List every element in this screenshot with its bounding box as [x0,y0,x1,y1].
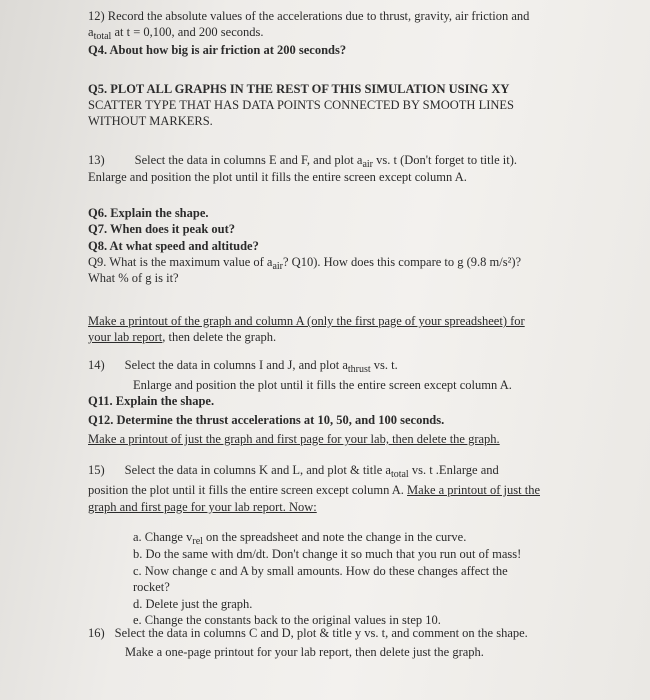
question-12: Q12. Determine the thrust accelerations at 10, 50, and 100 seconds. [88,413,445,427]
printout-note-line1: Make a printout of the graph and column A (only the first page of your spreadsheet) for [88,314,525,328]
q5-line1: Q5. PLOT ALL GRAPHS IN THE REST OF THIS SIMULATION USING XY [88,82,510,96]
step12-line1: 12) Record the absolute values of the accelerations due to thrust, gravity, air friction and [88,9,530,23]
step13-line1: 13) Select the data in columns E and F, and plot $a_{air}$ vs. t (Don't forget to title it). [88,153,518,170]
step16-line1: 16) Select the data in columns C and D, plot & title y vs. t, and comment on the shape. [88,626,528,640]
question-6: Q6. Explain the shape. [88,206,209,220]
step14-line1: 14) Select the data in columns I and J, and plot $a_{thrust}$ vs. t. [88,358,398,375]
substep-c: c. Now change c and A by small amounts. How do these changes affect the [133,564,508,578]
step16-line2: Make a one-page printout for your lab report, then delete just the graph. [125,645,484,659]
step13-line2: Enlarge and position the plot until it fills the entire screen except column A. [88,170,467,184]
question-11: Q11. Explain the shape. [88,394,215,408]
step15-line3: graph and first page for your lab report. Now: [88,500,317,514]
substep-a: a. Change $v_{rel}$ on the spreadsheet and note the change in the curve. [133,530,467,547]
q5-line3: WITHOUT MARKERS. [88,114,213,128]
step12-line2: $a_{total}$ at t = 0,100, and 200 seconds. [88,25,264,42]
question-7: Q7. When does it peak out? [88,222,236,236]
step14-printout: Make a printout of just the graph and first page for your lab, then delete the graph. [88,432,500,446]
step15-line2: position the plot until it fills the entire screen except column A. Make a printout of just the [88,483,540,497]
q5-line2: SCATTER TYPE THAT HAS DATA POINTS CONNECTED BY SMOOTH LINES [88,98,515,112]
step14-line2: Enlarge and position the plot until it fills the entire screen except column A. [133,378,512,392]
substep-e: e. Change the constants back to the original values in step 10. [133,613,441,627]
step15-line1: 15) Select the data in columns K and L, and plot & title $a_{total}$ vs. t .Enlarge and [88,463,499,480]
question-4: Q4. About how big is air friction at 200 seconds? [88,43,347,57]
substep-c-line2: rocket? [133,580,170,594]
substep-b: b. Do the same with dm/dt. Don't change it so much that you run out of mass! [133,547,522,561]
question-9-line2: What % of g is it? [88,271,179,285]
printout-note-line2: your lab report, then delete the graph. [88,330,277,344]
substep-d: d. Delete just the graph. [133,597,253,611]
question-9: Q9. What is the maximum value of $a_{air}$? Q10). How does this compare to g (9.8 m/s²)? [88,255,522,272]
question-8: Q8. At what speed and altitude? [88,239,259,253]
